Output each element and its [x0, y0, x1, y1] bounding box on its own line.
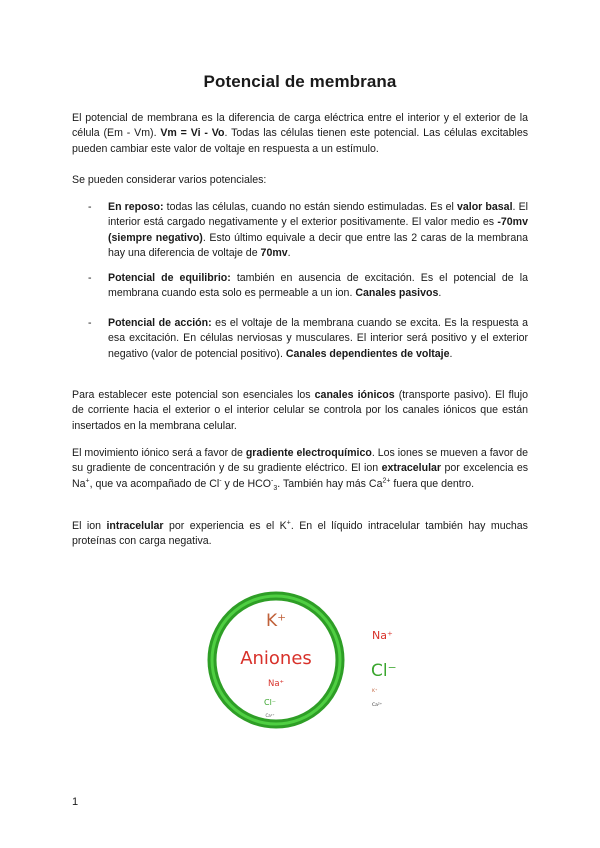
channels-paragraph: [72, 388, 528, 434]
bold-term: Canales pasivos: [355, 287, 439, 300]
intracellular-paragraph: [72, 519, 528, 550]
bold-term: gradiente electroquímico: [245, 447, 372, 459]
superscript: -: [219, 477, 222, 485]
ion-k-outside: K⁺: [372, 689, 378, 694]
superscript: +: [286, 519, 291, 527]
text: por excelencia es Na: [72, 462, 529, 490]
text: El ion: [72, 520, 107, 532]
bullet-reposo-text: [108, 200, 528, 262]
text: . En el líquido intracelular también hay muchas proteínas con carga negativa.: [72, 520, 528, 548]
bullet-reposo: [88, 200, 528, 262]
ion-na-outside: Na⁺: [372, 629, 393, 642]
bullet-equilibrio-text: [108, 271, 528, 302]
ion-cl-inside: Cl⁻: [263, 698, 277, 707]
bold-term: Potencial de acción:: [108, 317, 212, 329]
text: . El interior está cargado negativamente y el exterior positivamente. El valor medio es: [108, 201, 528, 229]
ion-ca-outside: Ca²⁺: [372, 703, 383, 708]
text: . También hay más Ca: [277, 477, 383, 490]
bold-term: -70mv (siempre negativo): [108, 216, 528, 244]
text: .: [449, 347, 453, 360]
ion-na-inside: Na⁺: [267, 679, 285, 689]
label-aniones: Aniones: [240, 648, 312, 669]
ion-ca-inside: Ca²⁺: [265, 713, 275, 718]
text: (transporte pasivo). El flujo de corriente hacia el exterior o el interior celular se controla por los canales iónicos que están insertados en la membrana celular.: [72, 389, 528, 432]
bullet-accion: [88, 316, 528, 362]
bullet-accion-text: [108, 316, 528, 362]
bold-term: valor basal: [456, 201, 513, 213]
text: por experiencia es el K: [163, 520, 287, 532]
text: El movimiento iónico será a favor de: [72, 447, 246, 459]
superscript: -: [271, 477, 274, 485]
text: . Esto último equivale a decir que entre las 2 caras de la membrana hay una diferencia de voltaje de: [108, 231, 528, 260]
movement-paragraph: [72, 446, 528, 492]
superscript: 2+: [382, 477, 391, 485]
bold-term: Canales dependientes de voltaje: [285, 347, 450, 360]
superscript: +: [85, 477, 90, 485]
ion-cl-outside: Cl⁻: [371, 661, 397, 681]
text: fuera que dentro.: [390, 477, 475, 490]
text: .: [438, 287, 442, 300]
bullet-dash: -: [88, 201, 92, 213]
text: .: [287, 247, 291, 260]
bullet-dash: -: [88, 317, 92, 329]
text: también en ausencia de excitación. Es el potencial de la membrana cuando esta solo es permeable a un ion.: [108, 272, 528, 300]
text: todas las células, cuando no están siendo estimuladas. Es el: [163, 201, 457, 213]
subscript: 3: [273, 484, 278, 492]
page-title: Potencial de membrana: [203, 72, 397, 91]
intro-text-2: . Todas las células tienen este potencial. Las células excitables pueden cambiar este valor de voltaje en respuesta a un estímulo.: [72, 127, 529, 155]
bullet-equilibrio: [88, 271, 528, 302]
bold-term: extracelular: [381, 462, 442, 475]
bold-term: 70mv: [260, 247, 288, 260]
bullet-dash: -: [88, 272, 92, 284]
bold-term: En reposo:: [108, 201, 164, 213]
bold-term: Potencial de equilibrio:: [108, 272, 231, 284]
text: , que va acompañado de Cl: [89, 477, 220, 490]
text: . Los iones se mueven a favor de su gradiente de concentración y de su gradiente eléctrico. El ion: [72, 447, 529, 475]
formula-vm: Vm = Vi - Vo: [160, 127, 225, 140]
potentials-intro: Se pueden considerar varios potenciales:: [72, 174, 267, 186]
text: y de HCO: [221, 477, 272, 490]
bold-term: intracelular: [106, 520, 164, 532]
intro-text-1: El potencial de membrana es la diferencia de carga eléctrica entre el interior y el exterior de la célula (Em - Vm).: [72, 112, 528, 140]
ion-k-inside: K⁺: [265, 611, 287, 631]
text: es el voltaje de la membrana cuando se excita. Es la respuesta a esa excitación. En células nerviosas y musculares. El interior será positivo y el exterior negativo (valor de potencial positivo).: [108, 317, 528, 360]
membrane-ion-diagram: [196, 588, 416, 748]
page-number: 1: [72, 796, 79, 808]
intro-paragraph: [72, 111, 528, 157]
bold-term: canales iónicos: [314, 389, 395, 401]
text: Para establecer este potencial son esenciales los: [72, 389, 315, 401]
